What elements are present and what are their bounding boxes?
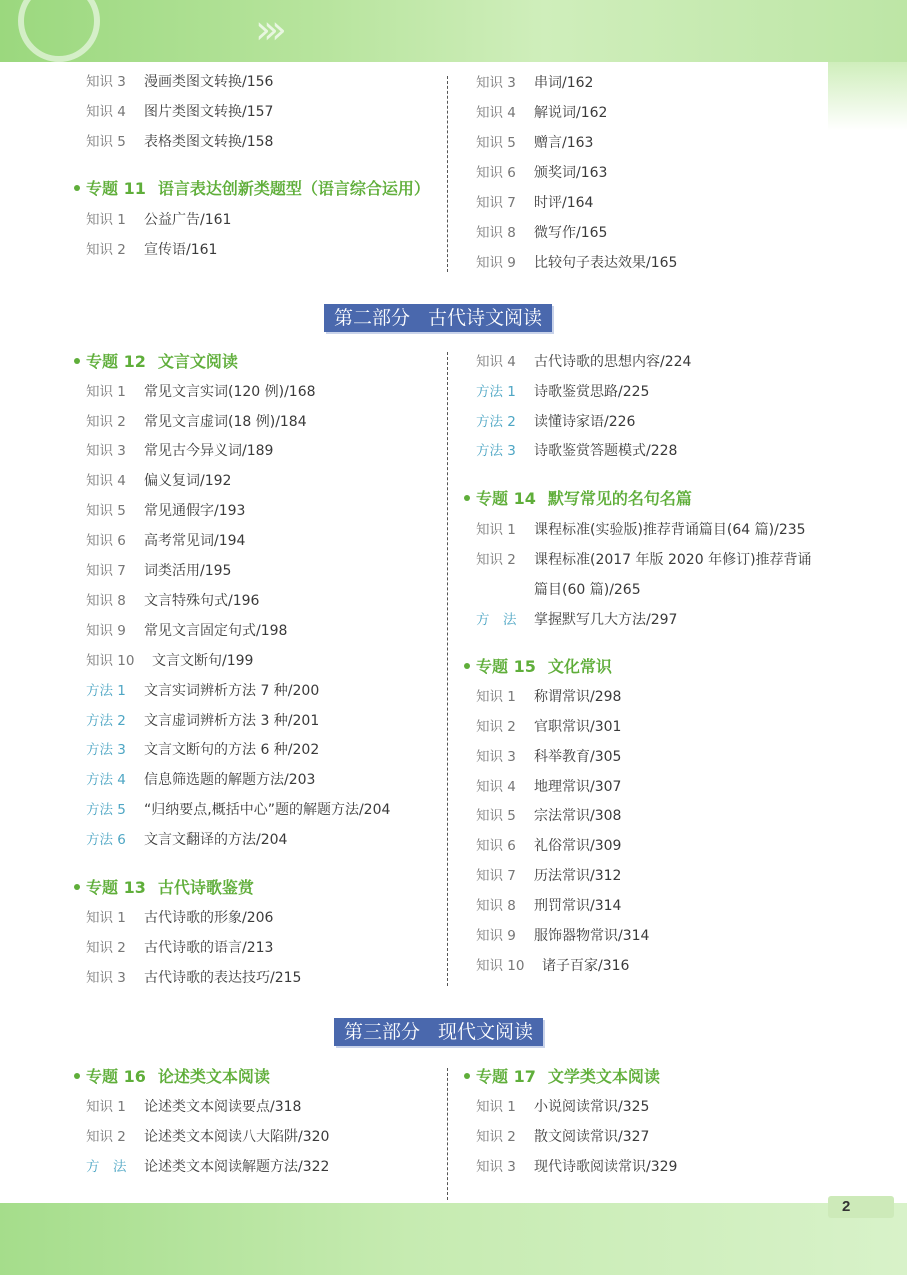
toc-entry[interactable]: 知识 1 称谓常识/298 (476, 689, 622, 705)
bullet-icon (464, 663, 470, 669)
page-number-tab (828, 1196, 894, 1218)
topic-heading-15[interactable]: 专题 15 文化常识 (464, 656, 612, 678)
toc-entry[interactable]: 知识 1 小说阅读常识/325 (476, 1099, 650, 1115)
toc-entry[interactable]: 知识 3 串词/162 (476, 75, 594, 91)
toc-entry[interactable]: 知识 2 论述类文本阅读八大陷阱/320 (86, 1129, 330, 1145)
toc-entry[interactable]: 知识 2 课程标准(2017 年版 2020 年修订)推荐背诵 (476, 552, 812, 568)
toc-entry[interactable]: 知识 7 时评/164 (476, 195, 594, 211)
toc-entry[interactable]: 方 法 论述类文本阅读解题方法/322 (86, 1159, 330, 1175)
toc-entry[interactable]: 方法 4 信息筛选题的解题方法/203 (86, 772, 316, 788)
part-banner-3[interactable]: 第三部分 现代文阅读 (334, 1018, 543, 1046)
toc-entry[interactable]: 知识 6 颁奖词/163 (476, 165, 608, 181)
toc-entry[interactable]: 知识 1 课程标准(实验版)推荐背诵篇目(64 篇)/235 (476, 522, 806, 538)
toc-entry[interactable]: 知识 7 词类活用/195 (86, 563, 232, 579)
header-band (0, 0, 907, 62)
toc-entry[interactable]: 知识 4 解说词/162 (476, 105, 608, 121)
toc-entry[interactable]: 知识 6 礼俗常识/309 (476, 838, 622, 854)
bullet-icon (74, 1073, 80, 1079)
topic-heading-16[interactable]: 专题 16 论述类文本阅读 (74, 1066, 270, 1088)
bullet-icon (464, 495, 470, 501)
toc-entry[interactable]: 知识 3 常见古今异义词/189 (86, 443, 274, 459)
decorative-circle-icon (18, 0, 100, 62)
toc-entry[interactable]: 知识 1 常见文言实词(120 例)/168 (86, 384, 316, 400)
toc-entry[interactable]: 知识 2 散文阅读常识/327 (476, 1129, 650, 1145)
toc-entry[interactable]: 知识 10 诸子百家/316 (476, 958, 630, 974)
part-banner-2[interactable]: 第二部分 古代诗文阅读 (324, 304, 552, 332)
side-band (827, 62, 907, 1202)
toc-entry[interactable]: 知识 2 常见文言虚词(18 例)/184 (86, 414, 307, 430)
toc-entry[interactable]: 知识 3 漫画类图文转换/156 (86, 74, 274, 90)
toc-entry[interactable]: 知识 5 常见通假字/193 (86, 503, 246, 519)
toc-entry[interactable]: 知识 3 现代诗歌阅读常识/329 (476, 1159, 678, 1175)
toc-entry[interactable]: 知识 4 图片类图文转换/157 (86, 104, 274, 120)
toc-entry[interactable]: 知识 5 宗法常识/308 (476, 808, 622, 824)
toc-entry[interactable]: 方法 1 文言实词辨析方法 7 种/200 (86, 683, 320, 699)
bullet-icon (74, 185, 80, 191)
toc-entry[interactable]: 知识 1 古代诗歌的形象/206 (86, 910, 274, 926)
toc-entry[interactable]: 知识 10 文言文断句/199 (86, 653, 254, 669)
bullet-icon (74, 358, 80, 364)
toc-entry[interactable]: 知识 8 刑罚常识/314 (476, 898, 622, 914)
topic-heading-17[interactable]: 专题 17 文学类文本阅读 (464, 1066, 660, 1088)
toc-entry[interactable]: 知识 5 表格类图文转换/158 (86, 134, 274, 150)
toc-entry[interactable]: 方法 1 诗歌鉴赏思路/225 (476, 384, 650, 400)
toc-entry[interactable]: 知识 3 科举教育/305 (476, 749, 622, 765)
column-divider (447, 76, 448, 272)
toc-entry[interactable]: 方法 5 “归纳要点,概括中心”题的解题方法/204 (86, 802, 391, 818)
toc-entry[interactable]: 知识 8 文言特殊句式/196 (86, 593, 260, 609)
bullet-icon (464, 1073, 470, 1079)
toc-entry[interactable]: 知识 1 公益广告/161 (86, 212, 232, 228)
column-divider (447, 1068, 448, 1200)
toc-entry[interactable]: 知识 4 古代诗歌的思想内容/224 (476, 354, 692, 370)
topic-heading-13[interactable]: 专题 13 古代诗歌鉴赏 (74, 877, 254, 899)
toc-entry[interactable]: 方法 2 文言虚词辨析方法 3 种/201 (86, 713, 320, 729)
toc-entry[interactable]: 方法 2 读懂诗家语/226 (476, 414, 636, 430)
decorative-chevron-icon: ››› (255, 7, 279, 53)
toc-entry[interactable]: 知识 5 赠言/163 (476, 135, 594, 151)
toc-entry[interactable]: 方 法 掌握默写几大方法/297 (476, 612, 678, 628)
toc-entry[interactable]: 知识 9 常见文言固定句式/198 (86, 623, 288, 639)
bullet-icon (74, 884, 80, 890)
toc-entry[interactable]: 知识 2 宣传语/161 (86, 242, 218, 258)
toc-entry[interactable]: 知识 6 高考常见词/194 (86, 533, 246, 549)
toc-entry[interactable]: 知识 9 比较句子表达效果/165 (476, 255, 678, 271)
toc-entry[interactable]: 方法 3 文言文断句的方法 6 种/202 (86, 742, 320, 758)
toc-entry[interactable]: 知识 2 官职常识/301 (476, 719, 622, 735)
topic-heading-14[interactable]: 专题 14 默写常见的名句名篇 (464, 488, 692, 510)
toc-entry[interactable]: 知识 3 古代诗歌的表达技巧/215 (86, 970, 302, 986)
toc-entry[interactable]: 知识 1 论述类文本阅读要点/318 (86, 1099, 302, 1115)
footer-band (0, 1203, 907, 1275)
toc-entry[interactable]: 方法 6 文言文翻译的方法/204 (86, 832, 288, 848)
topic-heading-12[interactable]: 专题 12 文言文阅读 (74, 351, 238, 373)
toc-entry-continued[interactable]: 篇目(60 篇)/265 (534, 582, 641, 598)
toc-entry[interactable]: 知识 7 历法常识/312 (476, 868, 622, 884)
toc-entry[interactable]: 知识 4 偏义复词/192 (86, 473, 232, 489)
toc-entry[interactable]: 方法 3 诗歌鉴赏答题模式/228 (476, 443, 678, 459)
toc-entry[interactable]: 知识 4 地理常识/307 (476, 779, 622, 795)
topic-heading-11[interactable]: 专题 11 语言表达创新类题型（语言综合运用） (74, 178, 430, 200)
column-divider (447, 352, 448, 986)
toc-entry[interactable]: 知识 2 古代诗歌的语言/213 (86, 940, 274, 956)
toc-entry[interactable]: 知识 9 服饰器物常识/314 (476, 928, 650, 944)
page-number: 2 (842, 1198, 851, 1215)
toc-entry[interactable]: 知识 8 微写作/165 (476, 225, 608, 241)
